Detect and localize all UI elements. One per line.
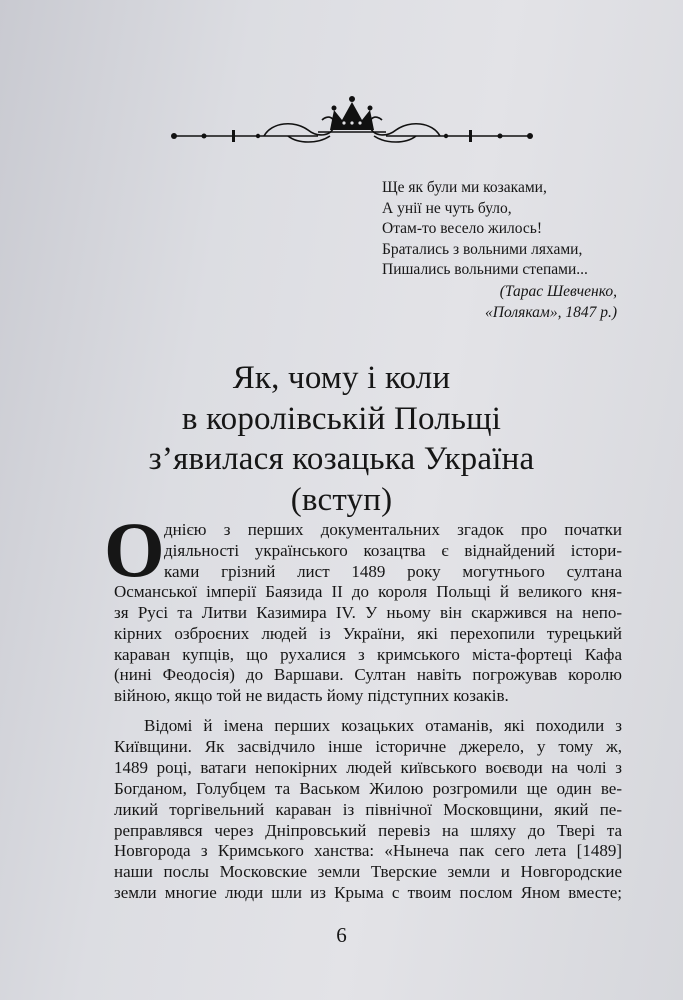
poem-line: Пишались вольними степами... (382, 261, 588, 279)
text-line: кірних озброєних людей із України, які перехопили турецький (114, 623, 622, 643)
text-line: зя Русі та Литви Казимира IV. У ньому він скаржився на непо- (114, 603, 622, 622)
title-line: з’явилася козацька Україна (148, 441, 535, 477)
chapter-title (40, 358, 643, 520)
crown-ornament-icon (168, 92, 536, 152)
paragraph-2 (114, 716, 622, 904)
attribution-line: (Тарас Шевченко, (499, 283, 617, 300)
paragraph-1-top (114, 520, 622, 603)
text-line: наши послы Московские земли Тверские земли и Новгородские (114, 862, 622, 882)
text-line: Новгорода з Кримського ханства: «Нынеча пак сего лета [1489] (114, 841, 622, 861)
poem-line: А унії не чуть було, (382, 199, 512, 217)
title-line: в королівській Польщі (181, 400, 502, 437)
text-line: реправлявся через Дніпровський перевіз на шляху до Твері та (114, 820, 622, 840)
title-line: Як, чому і коли (232, 360, 451, 396)
text-line: караван купців, що рухалися з кримського міста-фортеці Кафа (114, 644, 622, 664)
paragraph-1-bottom (114, 603, 622, 707)
page-number: 6 (336, 923, 347, 947)
epigraph-attribution (485, 282, 617, 323)
text-line: земли многие люди шли из Крыма с твоим послом Яном вместе; (114, 883, 622, 903)
text-line: (нині Феодосія) до Варшави. Султан навіть погрожував королю (114, 665, 622, 685)
poem-line: Ще як були ми козаками, (382, 179, 547, 196)
text-line: Богданом, Голубцем та Васьком Жилою розгромили ще один ве- (114, 778, 622, 798)
text-line: ликий торгівельний караван із північної Московщини, який пе- (114, 799, 622, 819)
epigraph-poem (382, 178, 632, 281)
text-line: ками грізний лист 1489 року могутнього султана (164, 561, 622, 581)
title-line: (вступ) (290, 481, 393, 518)
drop-cap: О (104, 506, 165, 593)
text-line: Османської імперії Баязида II до короля Польщі й великого кня- (114, 582, 622, 602)
text-line: днією з перших документальних згадок про початки (164, 520, 622, 539)
poem-line: Братались з вольними ляхами, (382, 240, 583, 258)
poem-line: Отам-то весело жилось! (382, 220, 542, 238)
attribution-line: «Полякам», 1847 р.) (485, 303, 617, 321)
text-line: Київщини. Як засвідчило інше історичне джерело, у тому ж, (114, 736, 622, 756)
text-line: 1489 році, ватаги непокірних людей київського воєводи на чолі з (114, 757, 622, 777)
text-line: Відомі й імена перших козацьких отаманів, які походили з (144, 716, 622, 735)
text-line: війною, якщо той не видасть йому підступних козаків. (114, 686, 509, 706)
text-line: діяльності українського козацтва є віднайдений істори- (164, 540, 622, 560)
